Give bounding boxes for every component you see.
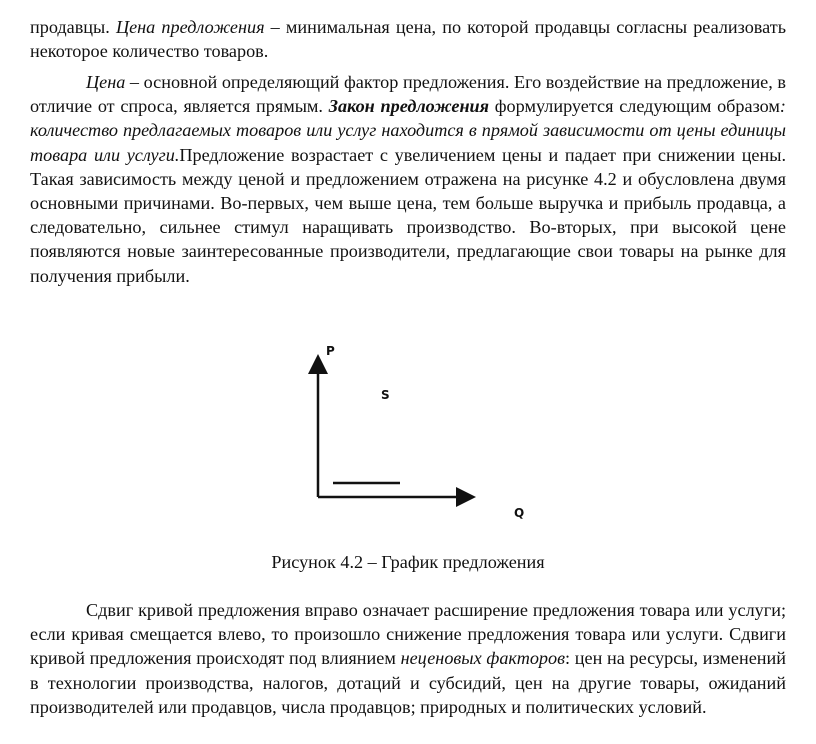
- paragraph3-text2: : цен на ресурсы, изменений в технологии производства, налогов, дотаций и субсидий, цен на другие товары, ожиданий производителей или продавцов, числа продавцов; природных и политических условий.: [30, 648, 787, 717]
- curve-label: S: [381, 388, 390, 402]
- paragraph3-text1: Сдвиг кривой предложения вправо означает расширение предложения товара или услуги; если кривая смещается влево, то произошло снижение предложения товара или услуги. Сдвиги кривой предложения происходят под влиянием: [30, 600, 786, 669]
- y-axis-label: P: [326, 344, 335, 358]
- x-axis-label: Q: [514, 506, 525, 520]
- term-supply-law: Закон предложения: [328, 96, 490, 117]
- intro-lead: продавцы.: [30, 17, 116, 37]
- paragraph2-text3: Предложение возрастает с увеличением цены и падает при снижении цены. Такая зависимость между ценой и предложением отражена на рисунке 4.2 и обусловлена двумя основными причинами. Во-первых, чем выше цена, тем больше выручка и прибыль продавца, а следовательно, сильнее стимул наращивать производство. Во-вторых, при высокой цене появляются новые заинтересованные производители, предлагающие свои товары на рынке для получения прибыли.: [30, 144, 786, 286]
- term-offer-price: Цена предложения: [115, 17, 265, 37]
- supply-law-statement: : количество предлагаемых товаров или услуг находится в прямой зависимости от цены единицы товара или услуги.: [30, 96, 786, 165]
- intro-paragraph: [30, 15, 786, 63]
- figure-caption: Рисунок 4.2 – График предложения: [271, 552, 545, 572]
- shift-paragraph: [30, 598, 786, 719]
- supply-figure: [300, 330, 540, 530]
- paragraph2-text1: – основной определяющий фактор предложения. Его воздействие на предложение, в отличие от спроса, является прямым.: [30, 72, 786, 117]
- paragraph2-text2: формулируется следующим образом: [489, 96, 780, 117]
- supply-graph: [300, 330, 540, 530]
- intro-definition: – минимальная цена, по которой продавцы согласны реализовать некоторое количество товаров.: [30, 17, 787, 62]
- term-nonprice-factors: неценовых факторов: [400, 648, 565, 669]
- supply-law-paragraph: [30, 70, 786, 288]
- term-price: Цена: [86, 72, 126, 92]
